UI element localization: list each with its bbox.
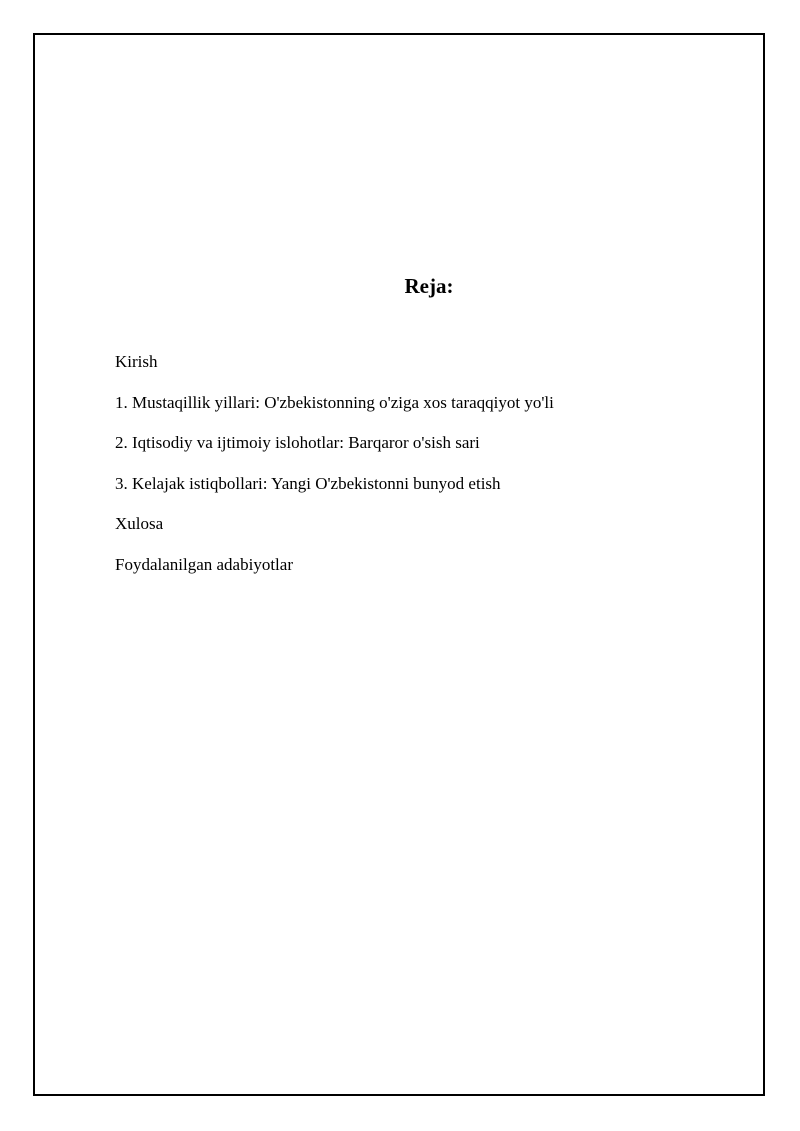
toc-item-introduction: Kirish — [115, 352, 158, 371]
toc-item-conclusion: Xulosa — [115, 514, 164, 534]
toc-item-chapter-3: 3. Kelajak istiqbollari: Yangi O'zbekistonni bunyod etish — [115, 473, 501, 493]
page-title: Reja: — [404, 274, 454, 298]
table-of-contents — [115, 352, 554, 596]
toc-item-references: Foydalanilgan adabiyotlar — [115, 554, 293, 574]
toc-item-chapter-1: 1. Mustaqillik yillari: O'zbekistonning o'ziga xos taraqqiyot yo'li — [115, 392, 554, 412]
toc-item-chapter-2: 2. Iqtisodiy va ijtimoiy islohotlar: Barqaror o'sish sari — [115, 433, 480, 453]
